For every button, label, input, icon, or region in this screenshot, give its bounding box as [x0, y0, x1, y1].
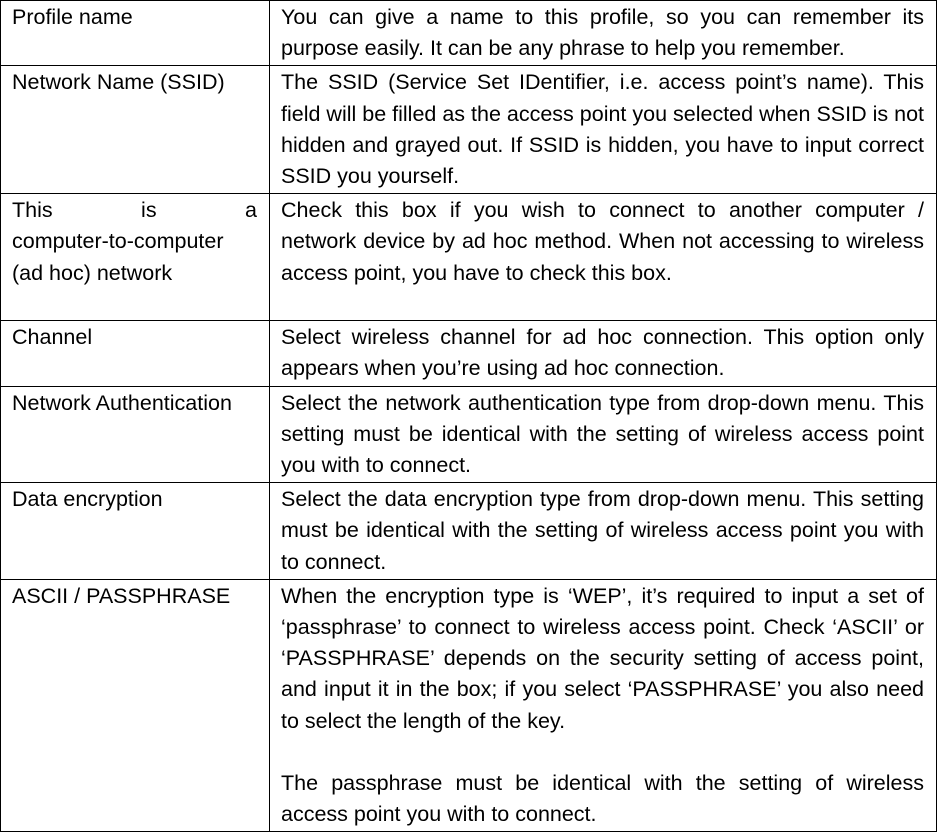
description-text: Select the data encryption type from drop-down menu. This setting must be identical with the setting of wireless access point you with to connect. — [281, 487, 924, 574]
description-cell — [270, 386, 937, 483]
term-label: ASCII / PASSPHRASE — [12, 583, 231, 608]
description-text: The passphrase must be identical with the setting of wireless access point you with to connect. — [281, 771, 924, 827]
description-cell — [270, 483, 937, 580]
description-cell — [270, 321, 937, 386]
term-cell — [1, 1, 270, 66]
table-row — [1, 321, 937, 386]
description-text: Select the network authentication type from drop-down menu. This setting must be identical with the setting of wireless access point you with to connect. — [281, 390, 924, 478]
term-label: Data encryption — [12, 487, 163, 512]
term-cell — [1, 386, 270, 483]
description-cell — [270, 1, 937, 66]
description-cell — [270, 194, 937, 321]
term-cell — [1, 321, 270, 386]
table-row — [1, 386, 937, 483]
term-cell — [1, 194, 270, 321]
term-cell — [1, 483, 270, 580]
term-label-line1: This is a — [12, 198, 257, 223]
term-label: Network Name (SSID) — [12, 70, 225, 95]
term-label-rest: computer-to-computer (ad hoc) network — [12, 229, 224, 285]
table-row — [1, 1, 937, 66]
term-cell — [1, 579, 270, 832]
term-label: Channel — [12, 325, 93, 350]
description-text: The SSID (Service Set IDentifier, i.e. access point’s name). This field will be filled as the access point you selected when SSID is not hidden and grayed out. If SSID is hidden, you have to input correct SSID you yourself. — [281, 70, 924, 189]
description-text: You can give a name to this profile, so you can remember its purpose easily. It can be any phrase to help you remember. — [281, 5, 924, 61]
description-cell — [270, 66, 937, 194]
table-row — [1, 483, 937, 580]
term-label: Profile name — [12, 5, 133, 29]
description-text: Select wireless channel for ad hoc connection. This option only appears when you’re using ad hoc connection. — [281, 325, 924, 381]
description-cell — [270, 579, 937, 832]
description-text: When the encryption type is ‘WEP’, it’s required to input a set of ‘passphrase’ to connect to wireless access point. Check ‘ASCII’ or ‘PASSPHRASE’ depends on the security setting of access point, and input it in the box; if you select ‘PASSPHRASE’ you also need to select the length of the key. — [281, 583, 924, 733]
term-cell — [1, 66, 270, 194]
description-text: Check this box if you wish to connect to another computer / network device by ad hoc method. When not accessing to wireless access point, you have to check this box. — [281, 198, 924, 285]
table-row — [1, 66, 937, 194]
term-label: Network Authentication — [12, 390, 232, 415]
table-row — [1, 579, 937, 832]
table-row — [1, 194, 937, 321]
